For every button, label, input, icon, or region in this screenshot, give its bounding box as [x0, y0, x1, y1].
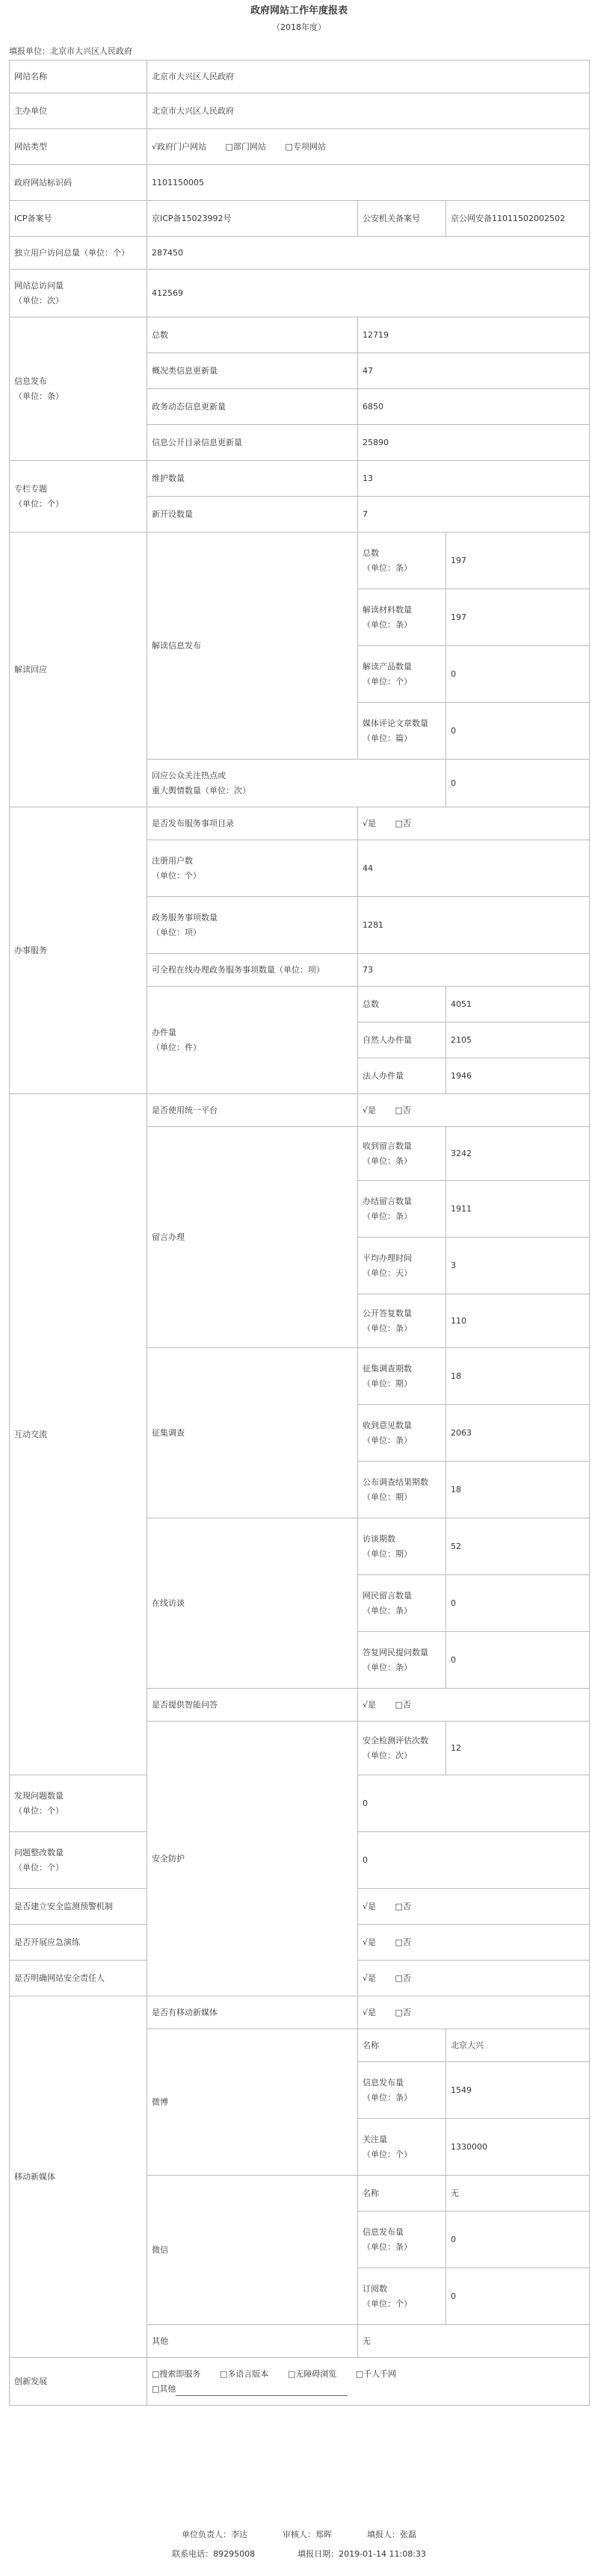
- host-value: 北京市大兴区人民政府: [147, 93, 590, 129]
- cell-value: 47: [358, 353, 590, 389]
- cell-value: 0: [446, 1575, 590, 1632]
- label-line1: 平均办理时间: [363, 1253, 412, 1263]
- cell-value: 1281: [358, 897, 590, 954]
- police-value: 京公网安备11011502002502: [446, 201, 590, 237]
- column-label: [10, 461, 147, 533]
- label-line2: 重大舆情数量（单位：次）: [152, 785, 250, 795]
- label-line1: 专栏专题: [14, 483, 47, 494]
- label-line2: （单位：天）: [363, 1267, 412, 1278]
- label-line1: 解读材料数量: [363, 604, 412, 615]
- option-yes[interactable]: √是: [363, 1699, 377, 1710]
- cell-label: 网站类型: [10, 129, 147, 165]
- option-no[interactable]: □否: [395, 2007, 411, 2017]
- cell-label: [358, 1575, 446, 1632]
- report-title: 政府网站工作年度报表: [250, 5, 348, 16]
- report-table: [9, 60, 590, 2406]
- cell-value: 12719: [358, 317, 590, 353]
- cell-value: 7: [358, 497, 590, 533]
- label-line1: 解读产品数量: [363, 661, 412, 671]
- label-line1: 注册用户数: [152, 855, 193, 866]
- cell-label: 自然人办件量: [358, 1022, 446, 1058]
- cell-label: 是否提供智能问答: [147, 1689, 358, 1722]
- drill-options: [358, 1925, 590, 1961]
- cell-label: [358, 1294, 446, 1348]
- cell-label: [358, 1462, 446, 1518]
- other-blank-line: [176, 2386, 348, 2396]
- cell-value: 无: [446, 2176, 590, 2212]
- wechat-label: 微信: [147, 2176, 358, 2325]
- label-line1: 公开答复数量: [363, 1308, 412, 1318]
- footer-contact: [0, 2548, 598, 2560]
- label-line1: 公布调查结果期数: [363, 1477, 428, 1487]
- platform-options: [358, 1094, 590, 1127]
- cell-label: ICP备案号: [10, 201, 147, 237]
- cell-value: 0: [358, 1775, 590, 1832]
- cell-value: 12: [446, 1722, 590, 1775]
- site-type-options: [147, 129, 590, 165]
- label-line2: （单位：条）: [363, 1211, 412, 1221]
- cell-label: [358, 703, 446, 760]
- cell-label: [358, 1722, 446, 1775]
- label-line2: （单位：篇）: [363, 733, 412, 743]
- cell-label: 是否开展应急演练: [10, 1925, 147, 1961]
- option-no[interactable]: □否: [395, 1973, 411, 1983]
- cell-value: 0: [446, 1632, 590, 1689]
- footer-phone: 联系电话：89295008: [172, 2549, 256, 2559]
- interpret-label: 解读回应: [10, 533, 147, 807]
- catalog-options: [358, 807, 590, 840]
- cell-label: 总数: [147, 317, 358, 353]
- option-yes[interactable]: √是: [363, 1973, 377, 1983]
- row-info-total: [10, 317, 590, 353]
- cell-label: [10, 270, 147, 317]
- cell-label: [358, 1238, 446, 1294]
- cell-label: 独立用户访问总量（单位：个）: [10, 237, 147, 270]
- option-portal[interactable]: √政府门户网站: [152, 141, 207, 152]
- row-interpret-total: [10, 533, 590, 589]
- label-line2: （单位：条）: [363, 1155, 412, 1166]
- cell-label: [147, 760, 446, 807]
- label-line2: （单位：次）: [14, 295, 64, 305]
- qa-options: [358, 1689, 590, 1722]
- filing-unit: 填报单位：北京市大兴区人民政府: [9, 46, 132, 56]
- interpret-sub-label: 解读信息发布: [147, 533, 358, 760]
- cell-label: [358, 1127, 446, 1181]
- cell-value: 北京大兴: [446, 2029, 590, 2062]
- option-yes[interactable]: √是: [363, 818, 377, 828]
- weibo-label: 微博: [147, 2029, 358, 2176]
- cell-value: 0: [446, 646, 590, 703]
- option-other[interactable]: □其他: [152, 2383, 176, 2394]
- cell-value: 1946: [446, 1058, 590, 1094]
- label-line1: 安全检测评估次数: [363, 1735, 428, 1745]
- footer-leader: 单位负责人：李达: [182, 2530, 247, 2539]
- cell-value: 0: [446, 703, 590, 760]
- uv-value: 287450: [147, 237, 590, 270]
- cell-label: 名称: [358, 2176, 446, 2212]
- label-line1: 政务服务事项数量: [152, 912, 218, 922]
- label-line2: （单位：条）: [363, 619, 412, 630]
- cell-label: [358, 1181, 446, 1238]
- cell-value: 13: [358, 461, 590, 497]
- label-line1: 信息发布量: [363, 2077, 404, 2088]
- mobile-options: [358, 1996, 590, 2029]
- option-yes[interactable]: √是: [363, 1901, 377, 1911]
- option-multilang[interactable]: □多语言版本: [219, 2368, 269, 2379]
- cell-label: [358, 1405, 446, 1462]
- cell-label: 概况类信息更新量: [147, 353, 358, 389]
- label-line2: （单位：个）: [14, 1805, 64, 1816]
- row-site-type: [10, 129, 590, 165]
- option-search-service[interactable]: □搜索即服务: [152, 2368, 201, 2379]
- label-line2: （单位：期）: [363, 1378, 412, 1388]
- cell-value: 2105: [446, 1022, 590, 1058]
- label-line1: 网民留言数量: [363, 1590, 412, 1601]
- cell-label: [358, 2212, 446, 2268]
- info-label: [10, 317, 147, 461]
- label-line2: （单位：件）: [152, 1042, 201, 1052]
- interact-label: 互动交流: [10, 1094, 147, 1775]
- cell-label: 是否使用统一平台: [147, 1094, 358, 1127]
- online-interview-label: 在线访谈: [147, 1518, 358, 1689]
- row-innovation: [10, 2358, 590, 2406]
- cell-value: 1911: [446, 1181, 590, 1238]
- option-accessible[interactable]: □无障碍浏览: [287, 2368, 337, 2379]
- label-line1: 发现问题数量: [14, 1790, 64, 1801]
- label-line2: （单位：条）: [363, 562, 412, 573]
- footer-filler: 填报人：张磊: [367, 2530, 416, 2539]
- row-mobile-has: [10, 1996, 590, 2029]
- label-line2: （单位：期）: [363, 1548, 412, 1559]
- pv-value: 412569: [147, 270, 590, 317]
- cell-value: 0: [358, 1832, 590, 1889]
- option-department[interactable]: □部门网站: [225, 141, 266, 152]
- cell-label: 信息公开目录信息更新量: [147, 425, 358, 461]
- label-line2: （单位：期）: [363, 1492, 412, 1502]
- msg-label: 留言办理: [147, 1127, 358, 1348]
- label-line2: （单位：条）: [363, 2241, 412, 2252]
- label-line1: 收到留言数量: [363, 1140, 412, 1151]
- row-site-id: [10, 165, 590, 201]
- label-line1: 回应公众关注热点或: [152, 770, 226, 780]
- cell-value: 73: [358, 954, 590, 987]
- cell-value: 0: [446, 2212, 590, 2268]
- cell-label: 政务动态信息更新量: [147, 389, 358, 425]
- innovation-options: [147, 2358, 590, 2406]
- cell-label: [10, 1775, 147, 1832]
- option-yes[interactable]: √是: [363, 1105, 377, 1115]
- cell-label: 网站名称: [10, 60, 147, 93]
- cell-value: 197: [446, 589, 590, 646]
- cell-label: [358, 2268, 446, 2325]
- option-yes[interactable]: √是: [363, 1937, 377, 1947]
- cell-value: 3: [446, 1238, 590, 1294]
- innovation-line1: [152, 2367, 585, 2382]
- cell-value: 0: [446, 760, 590, 807]
- cell-value: 6850: [358, 389, 590, 425]
- label-line2: （单位：次）: [363, 1750, 412, 1760]
- cell-label: [147, 840, 358, 897]
- label-line2: （单位：条）: [363, 1435, 412, 1445]
- label-line1: 访谈期数: [363, 1533, 395, 1544]
- label-line2: （单位：个）: [363, 2149, 412, 2159]
- label-line2: （单位：条）: [363, 1323, 412, 1333]
- cell-label: 是否发布服务事项目录: [147, 807, 358, 840]
- cell-label: 新开设数量: [147, 497, 358, 533]
- cell-value: 1549: [446, 2062, 590, 2119]
- cell-label: 总数: [358, 987, 446, 1022]
- report-year: （2018年度）: [272, 22, 326, 32]
- police-label: 公安机关备案号: [358, 201, 446, 237]
- cell-label: [358, 1348, 446, 1405]
- row-column-maintain: [10, 461, 590, 497]
- footer-signatures: [0, 2528, 598, 2540]
- innovation-line2: [152, 2382, 585, 2397]
- cell-label: [358, 2062, 446, 2119]
- label-line2: （单位：个）: [363, 2298, 412, 2309]
- footer-date: 填报日期：2019-01-14 11:08:33: [298, 2549, 426, 2559]
- label-line1: 办结留言数量: [363, 1196, 412, 1206]
- label-line2: （单位：个）: [14, 498, 64, 509]
- cell-value: 无: [358, 2325, 590, 2358]
- security-label: 安全防护: [147, 1722, 358, 1996]
- row-interact-platform: [10, 1094, 590, 1127]
- cell-value: 197: [446, 533, 590, 589]
- cell-label: 维护数量: [147, 461, 358, 497]
- service-label: 办事服务: [10, 807, 147, 1094]
- cell-label: [147, 897, 358, 954]
- label-line2: （单位：条）: [363, 1605, 412, 1616]
- cell-value: 18: [446, 1462, 590, 1518]
- cell-label: 可全程在线办理政务服务事项数量（单位：项）: [147, 954, 358, 987]
- row-service-catalog: [10, 807, 590, 840]
- label-line1: 关注量: [363, 2134, 387, 2144]
- cell-value: 2063: [446, 1405, 590, 1462]
- mobile-label: 移动新媒体: [10, 1996, 147, 2358]
- cell-label: 名称: [358, 2029, 446, 2062]
- row-pv: [10, 270, 590, 317]
- option-personalized[interactable]: □千人千网: [355, 2368, 397, 2379]
- cell-label: 是否明确网站安全责任人: [10, 1961, 147, 1996]
- label-line1: 征集调查期数: [363, 1363, 412, 1374]
- label-line2: （单位：个）: [152, 870, 201, 881]
- mechanism-options: [358, 1889, 590, 1925]
- cell-value: 52: [446, 1518, 590, 1575]
- handle-label: [147, 987, 358, 1094]
- label-line1: 办件量: [152, 1027, 176, 1037]
- label-line1: 订阅数: [363, 2283, 387, 2294]
- label-line2: （单位：条）: [14, 391, 64, 401]
- option-no[interactable]: □否: [395, 818, 411, 828]
- option-no[interactable]: □否: [395, 1937, 411, 1947]
- cell-label: [358, 533, 446, 589]
- label-line1: 网站总访问量: [14, 280, 64, 291]
- cell-label: 是否建立安全监测预警机制: [10, 1889, 147, 1925]
- cell-label: [358, 1632, 446, 1689]
- option-special[interactable]: □专项网站: [285, 141, 326, 152]
- cell-label: 主办单位: [10, 93, 147, 129]
- label-line1: 答复网民提问数量: [363, 1647, 428, 1657]
- label-line2: （单位：条）: [363, 1662, 412, 1672]
- cell-label: 是否有移动新媒体: [147, 1996, 358, 2029]
- cell-value: 4051: [446, 987, 590, 1022]
- innovation-label: 创新发展: [10, 2358, 147, 2406]
- cell-value: 0: [446, 2268, 590, 2325]
- site-id-value: 1101150005: [147, 165, 590, 201]
- cell-label: [358, 589, 446, 646]
- option-no[interactable]: □否: [395, 1105, 411, 1115]
- cell-label: 其他: [147, 2325, 358, 2358]
- cell-label: [358, 2119, 446, 2176]
- label-line1: 问题整改数量: [14, 1847, 64, 1857]
- label-line2: （单位：项）: [152, 927, 201, 937]
- cell-value: 110: [446, 1294, 590, 1348]
- option-no[interactable]: □否: [395, 1901, 411, 1911]
- label-line2: （单位：个）: [14, 1862, 64, 1872]
- row-icp: [10, 201, 590, 237]
- label-line2: （单位：个）: [363, 676, 412, 686]
- row-site-name: [10, 60, 590, 93]
- responsible-options: [358, 1961, 590, 1996]
- footer-reviewer: 审核人：郑晖: [283, 2530, 332, 2539]
- label-line1: 收到意见数量: [363, 1420, 412, 1430]
- icp-value: 京ICP备15023992号: [147, 201, 358, 237]
- row-host: [10, 93, 590, 129]
- cell-label: 法人办件量: [358, 1058, 446, 1094]
- cell-value: 3242: [446, 1127, 590, 1181]
- cell-label: [358, 1518, 446, 1575]
- label-line1: 媒体评论文章数量: [363, 718, 428, 728]
- option-yes[interactable]: √是: [363, 2007, 377, 2017]
- cell-label: [10, 1832, 147, 1889]
- cell-value: 44: [358, 840, 590, 897]
- survey-label: 征集调查: [147, 1348, 358, 1518]
- label-line1: 总数: [363, 547, 379, 558]
- label-line1: 信息发布: [14, 376, 47, 386]
- cell-value: 1330000: [446, 2119, 590, 2176]
- option-no[interactable]: □否: [395, 1699, 411, 1710]
- cell-label: 政府网站标识码: [10, 165, 147, 201]
- label-line2: （单位：条）: [363, 2092, 412, 2102]
- cell-label: [358, 646, 446, 703]
- label-line1: 信息发布量: [363, 2226, 404, 2237]
- site-name-value: 北京市大兴区人民政府: [147, 60, 590, 93]
- row-uv: [10, 237, 590, 270]
- cell-value: 25890: [358, 425, 590, 461]
- cell-value: 18: [446, 1348, 590, 1405]
